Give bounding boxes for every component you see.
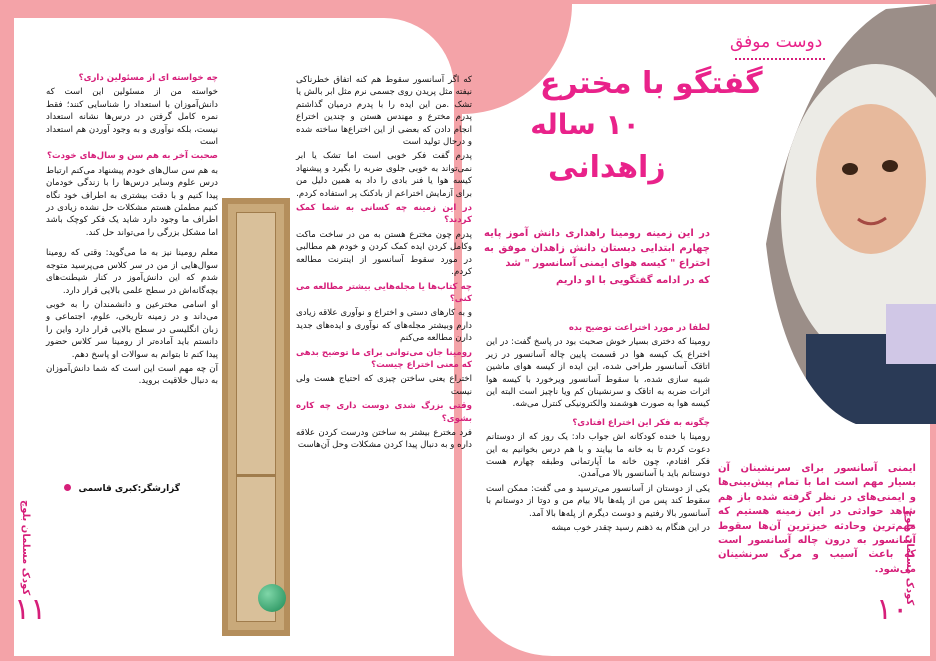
reporter-credit: [60, 484, 180, 494]
page-number-right: ۱۰: [876, 592, 909, 627]
section-label: دوست موفق: [730, 32, 823, 52]
question: چه کتاب‌ها یا مجله‌هایی بیشتر مطالعه می کنی؟: [296, 281, 472, 304]
answer: به هم سن سال‌های خودم پیشنهاد می‌کنم ارتباط درس علوم وسایر درس‌ها را با زندگی خودمان پیدا کنیم و با دقت بیشتری به اطراف خود نگاه کنیم مطمئن هستم مشکلات حل نشده زیادی در اطراف ما وجود دارد شاید یک فکر کوچک باشد اما مشکل بزرگی را می‌تواند حل کند.: [46, 165, 218, 238]
page-number-left: ۱۱: [14, 592, 47, 627]
intro-line: در این زمینه رومینا راهداری دانش آموز پایه چهارم ابتدایی دبستان دانش زاهدان موفق به اختراع " کیسه هوای ایمنی آسانسور " شد: [484, 228, 710, 269]
question: در این زمینه چه کسانی به شما کمک کردند؟: [296, 203, 472, 226]
answer: او اسامی مخترعین و دانشمندان را به خوبی می‌داند و در زمینه تاریخی، علوم، اجتماعی و زبان انگلیسی در سطح بالایی قرار دارد واین را دانستم باید آماده‌تر از رومینا سر کلاس حضور پیدا کنم تا بتوانم به سوالات او پاسخ دهم.: [46, 299, 218, 360]
answer: معلم رومینا نیز به ما می‌گوید: وقتی که رومینا سوال‌هایی از من در سر کلاس می‌پرسید متوجه شدم که این دانش‌آموز در کنار شیطنت‌های بچه‌گانه‌اش در سطح علمی بالایی قرار دارد.: [46, 248, 218, 296]
bullet-icon: [64, 484, 71, 491]
article-title-line3: زاهدانی: [548, 150, 666, 185]
answer: که اگر آسانسور سقوط هم کنه اتفاق خطرناکی نیفته مثل پریدن روی جسمی نرم مثل ابر بالش یا تشک .من این ایده را با پدرم درمیان گذاشتم پدرم مخترع و مهندس هستن و چندین اختراع انجام دادن که بعضی از این اختراع‌ها ساخته شده و درحال تولید است: [296, 75, 472, 148]
intro-line: که در ادامه گفتگویی با او داریم: [555, 275, 710, 286]
portrait-photo: [766, 4, 936, 424]
article-title-line2: ۱۰ ساله: [530, 108, 640, 141]
answer: در این هنگام به ذهنم رسید چقدر خوب میشه: [551, 523, 710, 534]
question: صحبت آخر به هم سن و سال‌های خودت؟: [46, 151, 218, 162]
magazine-name-right: کودک مسلمان بلوچ: [904, 510, 915, 606]
question: وقتی بزرگ شدی دوست داری چه کاره بشوی؟: [296, 401, 472, 424]
answer: و به کارهای دستی و اختراع و نوآوری علاقه زیادی دارم وبیشتر مجله‌های که نوآوری و ایده‌های جدید دارن مطالعه می‌کنم: [296, 308, 472, 344]
column-1: [486, 322, 710, 537]
elevator-shaft: [236, 212, 276, 622]
intro-text: [484, 226, 710, 290]
answer: اختراع یعنی ساختن چیزی که احتیاج هست ولی نیست: [296, 374, 472, 397]
reporter-name: گزارشگر:کبری قاسمی: [78, 484, 180, 494]
column-3: [46, 72, 218, 390]
answer: پدرم گفت فکر خوبی است اما تشک یا ابر نمی‌تواند به خوبی جلوی ضربه را بگیرد و پیشنهاد کیسه هوا یا فنر بادی را داد به همین دلیل من برای آزمایش اختراعم از بادکنک پر استفاده کردم.: [296, 151, 472, 199]
airbag-balloon: [258, 584, 286, 612]
elevator-model-photo: [222, 198, 290, 636]
answer: رومینا با خنده کودکانه اش جواب داد: یک روز که از دوستانم دعوت کردم تا به خانه ما بیایند و با هم درس بخوانیم به این فکر افتادم، چون خانه ما آپارتمانی وطبقه چهارم هست دوستانم باید با آسانسور بالا می‌آمدن.: [486, 432, 710, 480]
column-2: [296, 74, 472, 454]
answer: آن چه مهم است این است که شما دانش‌آموزان به دنبال خلاقیت بروید.: [46, 363, 218, 387]
highlight-box: ایمنی آسانسور برای سرنشینان آن بسیار مهم است اما با تمام پیش‌بینی‌ها و ایمنی‌های در نظر گرفته شده باز هم شاهد حوادثی در این زمینه هستیم که مهم‌ترین وحادثه خیزترین آن‌ها سقوط آسانسور به درون چاله آسانسور است که باعث آسیب و مرگ سرنشینان می‌شود.: [718, 463, 916, 575]
question: رومینا جان می‌توانی برای ما توضیح بدهی که معنی اختراع چیست؟: [296, 347, 472, 370]
answer: خواسته من از مسئولین این است که دانش‌آموزان با استعداد را شناسایی کنند؛ فقط نمره کامل گرفتن در درس‌ها نشانه استعداد نیست، بلکه نوآوری و به وجود آوردن هم استعداد است: [46, 87, 218, 148]
question: چگونه به فکر این اختراع افتادی؟: [572, 417, 710, 428]
section-dots: [735, 58, 825, 60]
question: چه خواسته ای از مسئولین داری؟: [78, 73, 218, 83]
article-title-line1: گفتگو با مخترع: [540, 66, 763, 101]
answer: فرد مخترع بیشتر به ساختن ودرست کردن علاقه داره و به دنبال پیدا کردن مشکلات وحل آن‌هاست: [296, 427, 472, 451]
answer: یکی از دوستان از آسانسور می‌ترسید و می گفت: ممکن است سقوط کند پس من از پله‌ها بالا بیام من و دوتا از دوستانم با آسانسور بالا رفتیم و دوست دیگرم از پله‌ها بالا آمد.: [486, 483, 710, 519]
answer: رومینا که دختری بسیار خوش صحبت بود در پاسخ گفت: در این اختراع یک کیسه هوا در قسمت پایین چاله آسانسور در زیر اتاقک آسانسور طراحی شده، این ایده از کیسه هوای ماشین شبیه سازی شده، با سقوط آسانسور ویرخورد با کیسه هوا اثرات ضربه به اتاقک و سرنشینان کم ویا ناچیز است البته این کیسه هوا به صورت هوشمند والکترونیکی کنترل می‌شه.: [486, 337, 710, 410]
answer: پدرم چون مخترع هستن به من در ساخت ماکت وکامل کردن ایده کمک کردن و خودم هم مطالبی در مورد سقوط آسانسور از اینترنت مطالعه کردم.: [296, 229, 472, 278]
magazine-name-left: کودک مسلمان بلوچ: [20, 500, 31, 596]
question: لطفا در مورد اختراعت توضیح بده: [568, 323, 710, 333]
elevator-cabin-floor: [237, 474, 275, 477]
